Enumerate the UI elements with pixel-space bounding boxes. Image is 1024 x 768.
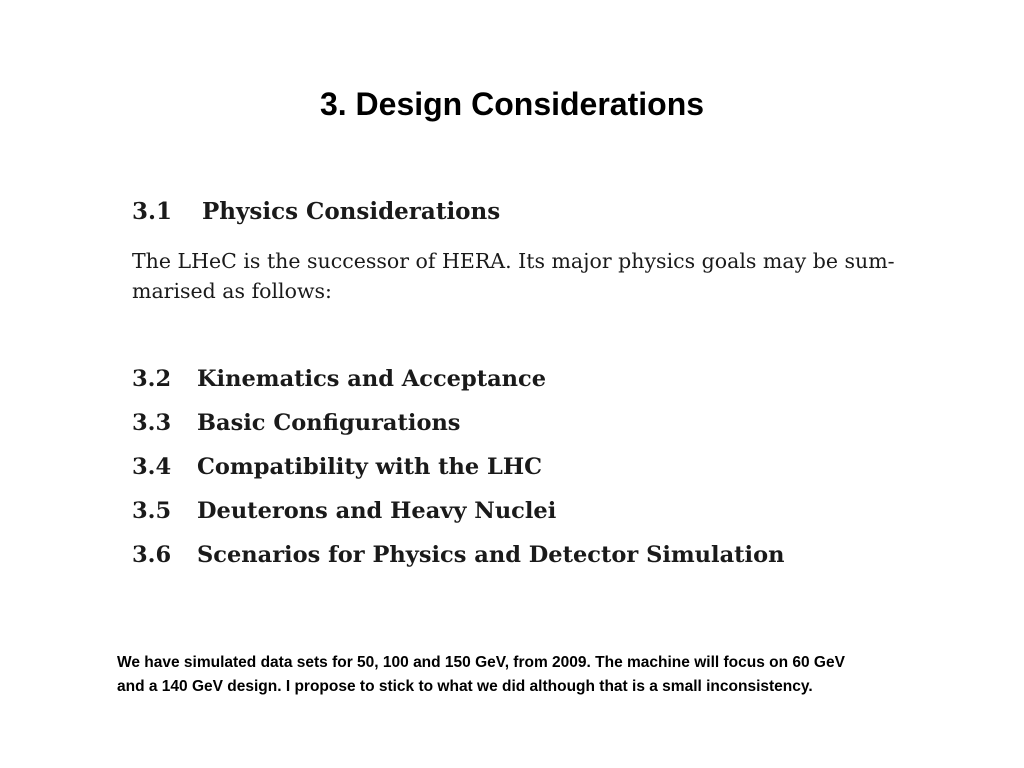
- section-heading-3-1: [132, 198, 501, 225]
- section-number: 3.4: [132, 454, 172, 480]
- section-paragraph: [132, 246, 940, 306]
- paragraph-line: marised as follows:: [132, 279, 332, 303]
- section-list: [132, 366, 785, 586]
- footnote-line: and a 140 GeV design. I propose to stick to what we did although that is a small inconsistency.: [117, 678, 813, 695]
- section-number: 3.5: [132, 498, 172, 524]
- section-number: 3.6: [132, 542, 172, 568]
- section-title: Physics Considerations: [202, 198, 501, 225]
- section-title: Kinematics and Acceptance: [197, 366, 547, 392]
- slide-title: 3. Design Considerations: [319, 86, 705, 122]
- section-heading-3-5: [132, 498, 557, 542]
- footnote-line: We have simulated data sets for 50, 100 and 150 GeV, from 2009. The machine will focus on 60 GeV: [117, 654, 845, 671]
- section-title: Basic Configurations: [197, 410, 461, 436]
- section-heading-3-3: [132, 410, 461, 454]
- paragraph-line: The LHeC is the successor of HERA. Its major physics goals may be sum-: [132, 249, 895, 273]
- section-title: Compatibility with the LHC: [197, 454, 543, 480]
- section-heading-3-2: [132, 366, 547, 410]
- slide-footnote: [117, 651, 947, 699]
- section-number: 3.2: [132, 366, 172, 392]
- document-excerpt-image: [132, 190, 952, 580]
- section-heading-3-6: [132, 542, 785, 586]
- section-title: Deuterons and Heavy Nuclei: [197, 498, 557, 524]
- section-heading-3-4: [132, 454, 543, 498]
- section-title: Scenarios for Physics and Detector Simulation: [197, 542, 785, 568]
- section-number: 3.3: [132, 410, 172, 436]
- section-number: 3.1: [132, 198, 173, 225]
